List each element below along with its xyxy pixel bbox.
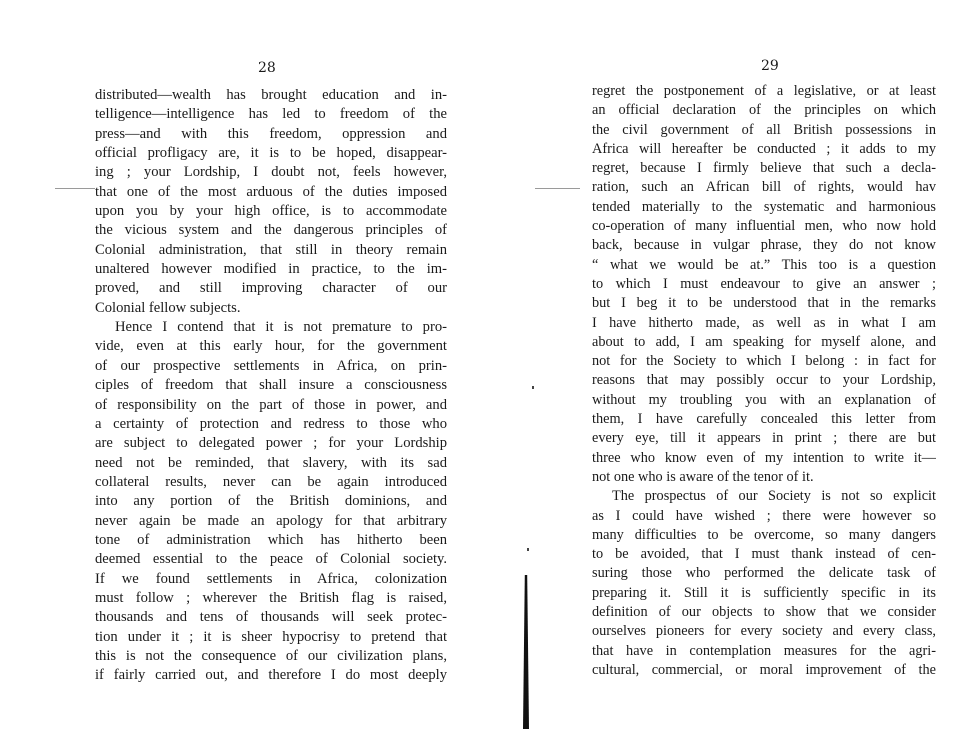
text-line: telligence—intelligence has led to freedom of the xyxy=(95,106,447,123)
text-line: back, because in vulgar phrase, they do not know xyxy=(592,237,936,254)
text-line: are subject to delegated power ; for your Lordship xyxy=(95,435,447,452)
text-line: Hence I contend that it is not premature to pro- xyxy=(115,319,447,336)
text-line: Africa will hereafter be conducted ; it adds to my xyxy=(592,140,936,157)
text-line: cultural, commercial, or moral improvement of the xyxy=(592,661,936,678)
text-line: of our prospective settlements in Africa, on prin- xyxy=(95,357,447,374)
text-line: If we found settlements in Africa, colonization xyxy=(95,570,447,587)
scan-speck xyxy=(532,386,534,389)
page-text xyxy=(95,86,447,686)
text-line: many difficulties to be overcome, so many dangers xyxy=(592,526,936,543)
text-line: suring those who performed the delicate task of xyxy=(592,565,936,582)
text-line: that have in contemplation measures for the agri- xyxy=(592,642,936,659)
text-line: proved, and still improving character of our xyxy=(95,280,447,297)
text-line: must follow ; wherever the British flag is raised, xyxy=(95,589,447,606)
scan-speck xyxy=(527,548,529,551)
text-line: Colonial administration, that still in theory remain xyxy=(95,241,447,258)
text-line: Colonial fellow subjects. xyxy=(95,299,241,316)
text-line: three who know even of my intention to write it— xyxy=(592,449,936,466)
text-line: The prospectus of our Society is not so explicit xyxy=(612,488,936,505)
text-line: unaltered however modified in practice, to the im- xyxy=(95,261,447,278)
text-line: tone of administration which has hitherto been xyxy=(95,531,447,548)
fold-line xyxy=(55,188,95,189)
text-line: to be avoided, that I must thank instead of cen- xyxy=(592,546,936,563)
text-line: ciples of freedom that shall insure a consciousness xyxy=(95,377,447,394)
text-line: as I could have wished ; there were however so xyxy=(592,507,936,524)
right-page xyxy=(525,0,980,729)
text-line: tended materially to the systematic and harmonious xyxy=(592,198,936,215)
text-line: definition of our objects to show that we consider xyxy=(592,604,936,621)
text-line: a certainty of protection and redress to those who xyxy=(95,415,447,432)
text-line: regret, because I firmly believe that such a decla- xyxy=(592,160,936,177)
text-line: preparing it. Still it is sufficiently specific in its xyxy=(592,584,936,601)
text-line: the civil government of all British possessions in xyxy=(592,121,936,138)
text-line: them, I have carefully concealed this letter from xyxy=(592,411,936,428)
text-line: vide, even at this early hour, for the government xyxy=(95,338,447,355)
text-line: reasons that may possibly occur to your Lordship, xyxy=(592,372,936,389)
text-line: deemed essential to the peace of Colonial society. xyxy=(95,551,447,568)
text-line: to which I must endeavour to give an answer ; xyxy=(592,275,936,292)
text-line: official profligacy are, it is to be hoped, disappear- xyxy=(95,145,447,162)
text-line: that one of the most arduous of the duties imposed xyxy=(95,183,447,200)
text-line: this is not the consequence of our civilization plans, xyxy=(95,647,447,664)
text-line: collateral results, never can be again introduced xyxy=(95,473,447,490)
fold-line xyxy=(535,188,580,189)
text-line: distributed—wealth has brought education and in- xyxy=(95,87,447,103)
text-line: upon you by your high office, is to accommodate xyxy=(95,203,447,220)
page-number: 28 xyxy=(258,60,276,76)
page-number: 29 xyxy=(761,58,779,74)
text-line: thousands and tens of thousands will seek protec- xyxy=(95,609,447,626)
text-line: every eye, till it appears in print ; there are but xyxy=(592,430,936,447)
text-line: the vicious system and the dangerous principles of xyxy=(95,222,447,239)
text-line: regret the postponement of a legislative, or at least xyxy=(592,83,936,99)
text-line: but I beg it to be understood that in the remarks xyxy=(592,295,936,312)
text-line: ing ; your Lordship, I doubt not, feels however, xyxy=(95,164,447,181)
page-text xyxy=(592,82,936,680)
text-line: ourselves pioneers for every society and every class, xyxy=(592,623,936,640)
text-line: if fairly carried out, and therefore I do most deeply xyxy=(95,667,447,684)
text-line: never again be made an apology for that arbitrary xyxy=(95,512,447,529)
text-line: not one who is aware of the tenor of it. xyxy=(592,468,814,485)
text-line: about to add, I am speaking for myself alone, and xyxy=(592,333,936,350)
text-line: ration, such an African bill of rights, would hav xyxy=(592,179,936,196)
text-line: an official declaration of the principles on which xyxy=(592,102,936,119)
text-line: of responsibility on the part of those in power, and xyxy=(95,396,447,413)
text-line: “ what we would be at.” This too is a question xyxy=(592,256,936,273)
text-line: tion under it ; it is sheer hypocrisy to pretend that xyxy=(95,628,447,645)
text-line: press—and with this freedom, oppression and xyxy=(95,125,447,142)
text-line: need not be reminded, that slavery, with its sad xyxy=(95,454,447,471)
text-line: without my troubling you with an explanation of xyxy=(592,391,936,408)
text-line: co-operation of many influential men, who now hold xyxy=(592,218,936,235)
text-line: I have hitherto made, as well as in what I am xyxy=(592,314,936,331)
text-line: into any portion of the British dominions, and xyxy=(95,493,447,510)
text-line: not for the Society to which I belong : in fact for xyxy=(592,353,936,370)
